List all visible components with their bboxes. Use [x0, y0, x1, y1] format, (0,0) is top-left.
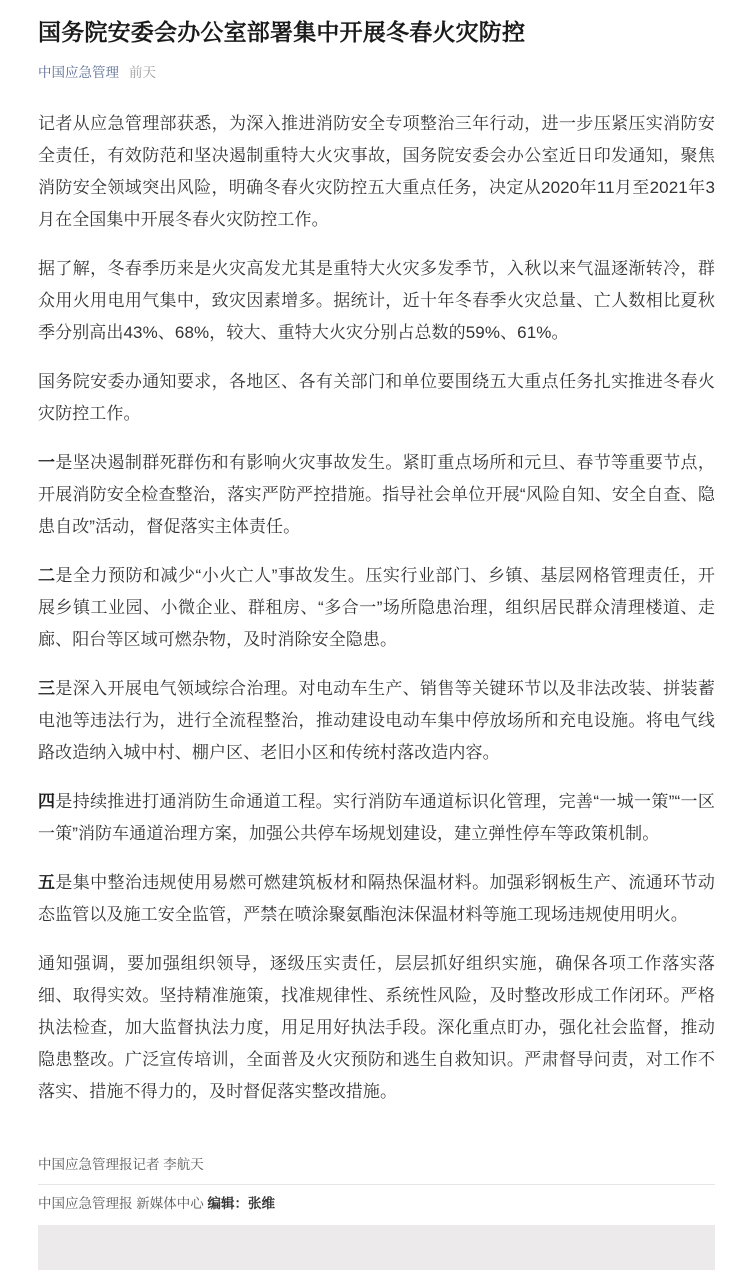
paragraph: [38, 366, 715, 430]
paragraph-lead-marker: 五: [38, 873, 56, 892]
paragraph-lead-marker: 二: [38, 566, 56, 585]
footer-source-line: [38, 1184, 715, 1223]
paragraph-lead-marker: 四: [38, 792, 56, 811]
article-footer: [0, 1146, 742, 1223]
paragraph: [38, 786, 715, 850]
paragraph: [38, 560, 715, 656]
article-body: [38, 108, 715, 1108]
paragraph-text: 是集中整治违规使用易燃可燃建筑板材和隔热保温材料。加强彩钢板生产、流通环节动态监管以及施工安全监管，严禁在喷涂聚氨酯泡沫保温材料等施工现场违规使用明火。: [38, 873, 715, 924]
paragraph-lead-marker: 一: [38, 453, 56, 472]
paragraph: [38, 948, 715, 1108]
paragraph: [38, 108, 715, 236]
paragraph-lead-marker: 三: [38, 679, 56, 698]
paragraph-text: 是持续推进打通消防生命通道工程。实行消防车通道标识化管理，完善“一城一策”“一区一策”消防车通道治理方案，加强公共停车场规划建设，建立弹性停车等政策机制。: [38, 792, 715, 843]
page-title: 国务院安委会办公室部署集中开展冬春火灾防控: [38, 19, 526, 45]
paragraph-text: 是坚决遏制群死群伤和有影响火灾事故发生。紧盯重点场所和元旦、春节等重要节点，开展消防安全检查整治，落实严防严控措施。指导社会单位开展“风险自知、安全自查、隐患自改”活动，督促落实主体责任。: [38, 453, 715, 536]
byline-timestamp: 前天: [129, 65, 156, 80]
media-placeholder: [38, 1225, 715, 1270]
paragraph: [38, 253, 715, 349]
footer-reporter-line: 中国应急管理报记者 李航天: [38, 1157, 204, 1172]
paragraph: [38, 867, 715, 931]
paragraph-text: 是全力预防和减少“小火亡人”事故发生。压实行业部门、乡镇、基层网格管理责任，开展乡镇工业园、小微企业、群租房、“多合一”场所隐患治理，组织居民群众清理楼道、走廊、阳台等区域可燃杂物，及时消除安全隐患。: [38, 566, 715, 649]
byline: [38, 63, 715, 83]
paragraph-text: 据了解，冬春季历来是火灾高发尤其是重特大火灾多发季节，入秋以来气温逐渐转冷，群众用火用电用气集中，致灾因素增多。据统计，近十年冬春季火灾总量、亡人数相比夏秋季分别高出43%、68%，较大、重特大火灾分别占总数的59%、61%。: [38, 259, 715, 342]
paragraph: [38, 673, 715, 769]
byline-account-name[interactable]: 中国应急管理: [38, 65, 119, 80]
footer-editor-label: 编辑：张维: [207, 1196, 276, 1211]
paragraph: [38, 447, 715, 543]
paragraph-text: 通知强调，要加强组织领导，逐级压实责任，层层抓好组织实施，确保各项工作落实落细、取得实效。坚持精准施策，找准规律性、系统性风险，及时整改形成工作闭环。严格执法检查，加大监督执法力度，用足用好执法手段。深化重点盯办，强化社会监督，推动隐患整改。广泛宣传培训，全面普及火灾预防和逃生自救知识。严肃督导问责，对工作不落实、措施不得力的，及时督促落实整改措施。: [38, 954, 715, 1101]
paragraph-text: 记者从应急管理部获悉，为深入推进消防安全专项整治三年行动，进一步压紧压实消防安全责任，有效防范和坚决遏制重特大火灾事故，国务院安委会办公室近日印发通知，聚焦消防安全领域突出风险，明确冬春火灾防控五大重点任务，决定从2020年11月至2021年3月在全国集中开展冬春火灾防控工作。: [38, 114, 715, 229]
footer-source-name: 中国应急管理报 新媒体中心: [38, 1196, 208, 1211]
paragraph-text: 是深入开展电气领域综合治理。对电动车生产、销售等关键环节以及非法改装、拼装蓄电池等违法行为，进行全流程整治，推动建设电动车集中停放场所和充电设施。将电气线路改造纳入城中村、棚户区、老旧小区和传统村落改造内容。: [38, 679, 715, 762]
paragraph-text: 国务院安委办通知要求，各地区、各有关部门和单位要围绕五大重点任务扎实推进冬春火灾防控工作。: [38, 372, 715, 423]
